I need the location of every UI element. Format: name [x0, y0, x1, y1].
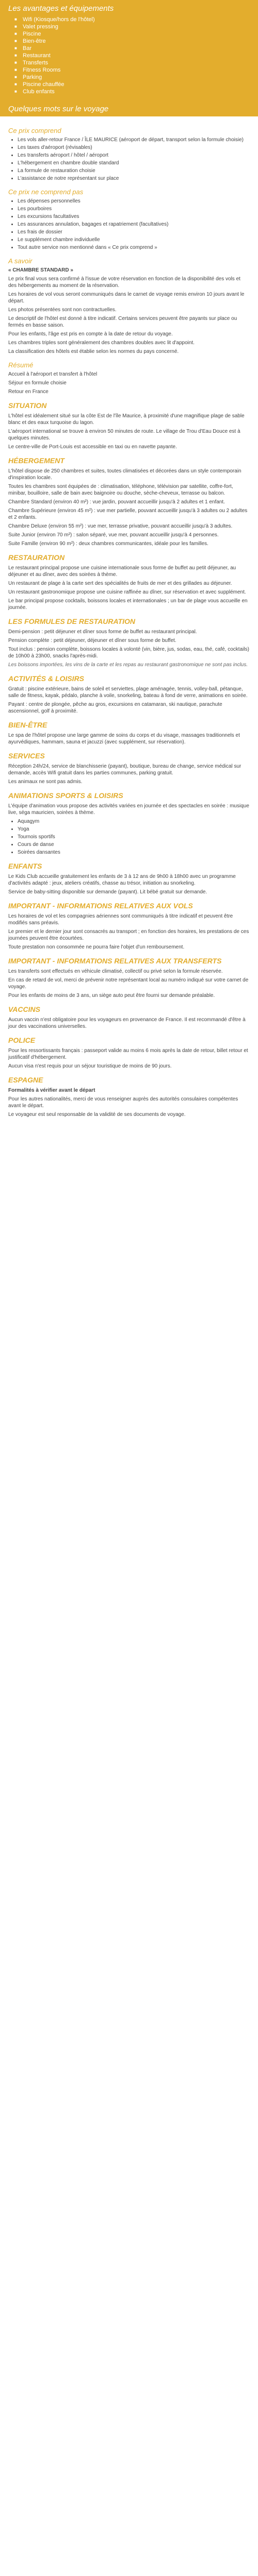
bullet-item: • Les excursions facultatives: [18, 213, 250, 220]
section-bullets: [8, 198, 250, 251]
section-heading: LES FORMULES DE RESTAURATION: [8, 617, 136, 625]
section-paragraph: Un restaurant gastronomique propose une cuisine raffinée au dîner, sur réservation et avec supplément.: [8, 589, 246, 595]
section-heading: ANIMATIONS SPORTS & LOISIRS: [8, 791, 123, 800]
section-ce-prix-comprend: [8, 127, 250, 182]
section-paragraph: L'aéroport international se trouve à environ 50 minutes de route. Le village de Trou d'Eau Douce est à quelques minutes.: [8, 429, 240, 441]
bullet-item: • Le supplément chambre individuelle: [18, 236, 250, 243]
section-heading: Ce prix ne comprend pas: [8, 188, 84, 196]
section-paragraph: L'hôtel dispose de 250 chambres et suites, toutes climatisées et décorées dans un style contemporain d'inspiration locale.: [8, 468, 241, 481]
section-line: Séjour en formule choisie: [8, 380, 67, 386]
section-paragraph: L'équipe d'animation vous propose des activités variées en journée et des spectacles en soirée : musique live, séga mauricien, soirées à thème.: [8, 803, 249, 816]
section-paragraph: Les chambres triples sont généralement des chambres doubles avec lit d'appoint.: [8, 340, 195, 346]
features-band: [0, 0, 258, 100]
section-heading: IMPORTANT - INFORMATIONS RELATIVES AUX TRANSFERTS: [8, 957, 222, 965]
section-paragraph: Le voyageur est seul responsable de la validité de ses documents de voyage.: [8, 1112, 186, 1117]
trip-title: Quelques mots sur le voyage: [8, 105, 109, 113]
section-paragraph: Tout inclus : pension complète, boissons locales à volonté (vin, bière, jus, sodas, eau, thé, café, cocktails) de 10h00 à 23h00, snacks l'après-midi.: [8, 647, 249, 659]
section-heading: SERVICES: [8, 752, 45, 760]
section-paragraph: Pour les ressortissants français : passeport valide au moins 6 mois après la date de retour, billet retour et justificatif d'hébergement.: [8, 1048, 248, 1060]
section-paragraph: Les horaires de vol et les compagnies aériennes sont communiqués à titre indicatif et peuvent être modifiés sans préavis.: [8, 913, 233, 926]
section-paragraph: Payant : centre de plongée, pêche au gros, excursions en catamaran, ski nautique, parachute ascensionnel, golf à proximité.: [8, 702, 222, 714]
section-heading: SITUATION: [8, 401, 47, 410]
section-paragraph: L'hôtel est idéalement situé sur la côte Est de l'île Maurice, à proximité d'une magnifique plage de sable blanc et des eaux turquoise du lagon.: [8, 413, 245, 426]
section-espagne: [8, 1076, 250, 1118]
section-important-informations-relatives-aux-vols: [8, 902, 250, 951]
section-heading: ACTIVITÉS & LOISIRS: [8, 674, 85, 683]
section-paragraph: Demi-pension : petit déjeuner et dîner sous forme de buffet au restaurant principal.: [8, 629, 197, 635]
section-paragraph: Pour les enfants, l'âge est pris en compte à la date de retour du voyage.: [8, 331, 173, 337]
bullet-item: • Tout autre service non mentionné dans « Ce prix comprend »: [18, 244, 250, 251]
feature-item: ■ Transferts: [23, 59, 250, 66]
bullet-item: • Yoga: [18, 826, 250, 833]
section-heading: IMPORTANT - INFORMATIONS RELATIVES AUX VOLS: [8, 902, 193, 910]
section-important-informations-relatives-aux-transferts: [8, 957, 250, 999]
trip-band: [0, 100, 258, 116]
section-restauration: [8, 553, 250, 611]
feature-item: ■ Bien-être: [23, 38, 250, 45]
section-paragraph: Le Kids Club accueille gratuitement les enfants de 3 à 12 ans de 9h00 à 18h00 avec un programme d'activités adapté : jeux, ateliers créatifs, chasse au trésor, initiation au snorkeling.: [8, 874, 236, 886]
section-paragraph: Les horaires de vol vous seront communiqués dans le carnet de voyage remis environ 10 jours avant le départ.: [8, 292, 245, 304]
section-resume: [8, 361, 250, 395]
section-paragraph: Le premier et le dernier jour sont consacrés au transport ; en fonction des horaires, les prestations de ces journées peuvent être écourtées.: [8, 929, 249, 941]
section-heading: HÉBERGEMENT: [8, 456, 64, 465]
bullet-item: • Tournois sportifs: [18, 834, 250, 840]
section-bien-etre: [8, 721, 250, 745]
section-paragraph: Aucun vaccin n'est obligatoire pour les voyageurs en provenance de France. Il est recommandé d'être à jour des vaccinations universelles.: [8, 1017, 246, 1029]
section-heading: Ce prix comprend: [8, 127, 61, 134]
section-paragraph: Le restaurant principal propose une cuisine internationale sous forme de buffet au petit déjeuner, au déjeuner et au dîner, avec des soirées à thème.: [8, 565, 236, 578]
section-heading: VACCINS: [8, 1005, 40, 1013]
feature-item: ■ Piscine: [23, 30, 250, 38]
bullet-item: • La formule de restauration choisie: [18, 167, 250, 174]
feature-item: ■ Bar: [23, 45, 250, 52]
feature-item: ■ Piscine chauffée: [23, 81, 250, 88]
bullet-item: • Les transferts aéroport / hôtel / aéroport: [18, 152, 250, 159]
section-paragraph: Le bar principal propose cocktails, boissons locales et internationales ; un bar de plage vous accueille en journée.: [8, 598, 248, 611]
section-heading: A savoir: [8, 257, 33, 265]
section-les-formules-de-restauration: [8, 617, 250, 668]
section-animations-sports-loisirs: [8, 791, 250, 856]
feature-item: ■ Restaurant: [23, 52, 250, 59]
section-bullets: [8, 818, 250, 856]
bullet-item: • Soirées dansantes: [18, 849, 250, 856]
page: [0, 0, 258, 1132]
bullet-item: • Les frais de dossier: [18, 229, 250, 235]
section-paragraph: Chambre Deluxe (environ 55 m²) : vue mer, terrasse privative, pouvant accueillir jusqu'à 3 adultes.: [8, 523, 233, 529]
section-paragraph: Toutes les chambres sont équipées de : climatisation, téléphone, télévision par satellite, coffre-fort, minibar, bouilloire, salle de bain avec baignoire ou douche, sèche-cheveux, terrasse ou balcon.: [8, 484, 233, 496]
section-police: [8, 1036, 250, 1070]
section-paragraph: Suite Junior (environ 70 m²) : salon séparé, vue mer, pouvant accueillir jusqu'à 4 personnes.: [8, 532, 219, 538]
section-highlight: Formalités à vérifier avant le départ: [8, 1088, 95, 1093]
section-vaccins: [8, 1005, 250, 1030]
section-paragraph: Les photos présentées sont non contractuelles.: [8, 307, 117, 313]
section-paragraph: Les transferts sont effectués en véhicule climatisé, collectif ou privé selon la formule réservée.: [8, 969, 223, 974]
section-paragraph: Le descriptif de l'hôtel est donné à titre indicatif. Certains services peuvent être payants sur place ou fermés en basse saison.: [8, 316, 237, 328]
trip-details: [0, 116, 258, 1132]
bullet-item: • Les taxes d'aéroport (révisables): [18, 144, 250, 151]
section-heading: RESTAURATION: [8, 553, 65, 562]
section-paragraph: Chambre Standard (environ 40 m²) : vue jardin, pouvant accueillir jusqu'à 2 adultes et 1 enfant.: [8, 499, 225, 505]
bullet-item: • Les vols aller-retour France / ÎLE MAURICE (aéroport de départ, transport selon la formule choisie): [18, 137, 250, 143]
section-paragraph: Gratuit : piscine extérieure, bains de soleil et serviettes, plage aménagée, tennis, volley-ball, pétanque, salle de fitness, kayak, pédalo, planche à voile, snorkeling, bateau à fond de verre, animations en soirée.: [8, 686, 248, 699]
bullet-item: • L'assistance de notre représentant sur place: [18, 175, 250, 182]
section-paragraph: En cas de retard de vol, merci de prévenir notre représentant local au numéro indiqué sur votre carnet de voyage.: [8, 977, 249, 990]
section-heading: ENFANTS: [8, 862, 42, 870]
section-bullets: [8, 137, 250, 182]
bullet-item: • Les dépenses personnelles: [18, 198, 250, 205]
section-paragraph: Chambre Supérieure (environ 45 m²) : vue mer partielle, pouvant accueillir jusqu'à 3 adultes ou 2 adultes et 2 enfants.: [8, 508, 248, 520]
section-services: [8, 752, 250, 785]
section-situation: [8, 401, 250, 450]
section-paragraph: Suite Famille (environ 90 m²) : deux chambres communicantes, idéale pour les familles.: [8, 541, 208, 547]
section-heading: Résumé: [8, 361, 34, 369]
section-paragraph: Les animaux ne sont pas admis.: [8, 779, 83, 785]
section-paragraph: Le spa de l'hôtel propose une large gamme de soins du corps et du visage, massages traditionnels et ayurvédiques, hammam, sauna et jacuzzi (avec supplément, sur réservation).: [8, 733, 240, 745]
section-line: Retour en France: [8, 389, 49, 395]
section-heading: ESPAGNE: [8, 1076, 43, 1084]
section-paragraph: Le prix final vous sera confirmé à l'issue de votre réservation en fonction de la disponibilité des vols et des hébergements au moment de la réservation.: [8, 276, 240, 289]
section-line: Accueil à l'aéroport et transfert à l'hôtel: [8, 371, 98, 377]
section-hebergement: [8, 456, 250, 547]
feature-item: ■ Fitness Rooms: [23, 66, 250, 74]
bullet-item: • L'hébergement en chambre double standard: [18, 160, 250, 166]
feature-item: ■ Club enfants: [23, 88, 250, 95]
bullet-item: • Les assurances annulation, bagages et rapatriement (facultatives): [18, 221, 250, 228]
section-ce-prix-ne-comprend-pas: [8, 188, 250, 251]
section-a-savoir: [8, 257, 250, 355]
section-highlight: « CHAMBRE STANDARD »: [8, 267, 73, 273]
section-activites-loisirs: [8, 674, 250, 715]
section-paragraph: La classification des hôtels est établie selon les normes du pays concerné.: [8, 349, 179, 354]
section-paragraph: Toute prestation non consommée ne pourra faire l'objet d'un remboursement.: [8, 944, 185, 950]
bullet-item: • Aquagym: [18, 818, 250, 825]
features-list: [0, 16, 258, 100]
section-note: Les boissons importées, les vins de la carte et les repas au restaurant gastronomique ne sont pas inclus.: [8, 662, 248, 668]
section-paragraph: Pour les enfants de moins de 3 ans, un siège auto peut être fourni sur demande préalable.: [8, 993, 215, 998]
bullet-item: • Cours de danse: [18, 841, 250, 848]
feature-item: ■ Valet pressing: [23, 23, 250, 30]
section-paragraph: Le centre-ville de Port-Louis est accessible en taxi ou en navette payante.: [8, 444, 177, 450]
section-heading: BIEN-ÊTRE: [8, 721, 47, 729]
feature-item: ■ Parking: [23, 74, 250, 81]
section-enfants: [8, 862, 250, 895]
section-paragraph: Un restaurant de plage à la carte sert des spécialités de fruits de mer et des grillades au déjeuner.: [8, 581, 232, 586]
bullet-item: • Les pourboires: [18, 206, 250, 212]
section-heading: POLICE: [8, 1036, 36, 1044]
section-paragraph: Pour les autres nationalités, merci de vous renseigner auprès des autorités consulaires compétentes avant le départ.: [8, 1096, 238, 1109]
section-paragraph: Service de baby-sitting disponible sur demande (payant). Lit bébé gratuit sur demande.: [8, 889, 207, 895]
features-title: Les avantages et équipements: [8, 4, 114, 13]
feature-item: ■ Wifi (Kiosque/hors de l'hôtel): [23, 16, 250, 23]
section-paragraph: Réception 24h/24, service de blanchisserie (payant), boutique, bureau de change, service médical sur demande, accès Wifi gratuit dans les parties communes, parking gratuit.: [8, 764, 241, 776]
section-paragraph: Aucun visa n'est requis pour un séjour touristique de moins de 90 jours.: [8, 1063, 172, 1069]
section-paragraph: Pension complète : petit déjeuner, déjeuner et dîner sous forme de buffet.: [8, 638, 176, 643]
